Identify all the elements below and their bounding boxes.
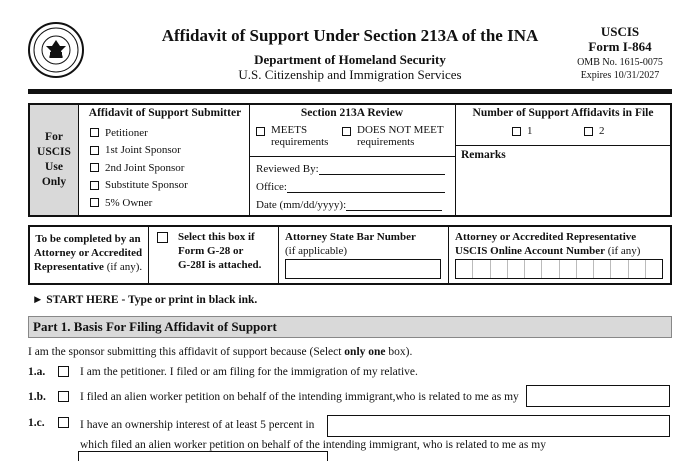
- checkbox[interactable]: [90, 198, 99, 207]
- department-name: Department of Homeland Security: [254, 52, 446, 67]
- submitter-option-petitioner[interactable]: Petitioner: [90, 124, 188, 142]
- omb-number: OMB No. 1615-0075: [577, 57, 663, 68]
- form-id-block: [560, 24, 680, 54]
- column-divider: [455, 105, 456, 215]
- row-divider: [455, 145, 670, 146]
- form-number: Form I-864: [588, 39, 652, 54]
- submitter-heading: Affidavit of Support Submitter: [88, 107, 242, 119]
- checkbox[interactable]: [342, 127, 351, 136]
- option-1c-checkbox[interactable]: [58, 417, 69, 428]
- dhs-seal-icon: [28, 22, 84, 78]
- item-number: 1.a.: [28, 366, 46, 378]
- office-field[interactable]: Office:: [256, 181, 445, 193]
- option-1c-text: I have an ownership interest of at least 5 percent in: [80, 419, 315, 431]
- submitter-option-2nd-joint[interactable]: 2nd Joint Sponsor: [90, 159, 188, 177]
- checkbox[interactable]: [584, 127, 593, 136]
- row-divider: [249, 156, 455, 157]
- form-title: Affidavit of Support Under Section 213A of the INA: [161, 26, 539, 45]
- meets-option[interactable]: MEETS requirements: [256, 124, 328, 148]
- submitter-option-5-percent[interactable]: 5% Owner: [90, 194, 188, 212]
- start-here-instruction: ► START HERE - Type or print in black ink.: [32, 294, 258, 306]
- option-1b-text: I filed an alien worker petition on behalf of the intending immigrant,who is related to me as my: [80, 391, 519, 403]
- agency-label: USCIS: [600, 24, 640, 39]
- expiration-date: Expires 10/31/2027: [580, 70, 660, 81]
- bar-number-label: Attorney State Bar Number (if applicable): [285, 231, 416, 257]
- checkbox[interactable]: [256, 127, 265, 136]
- item-number: 1.c.: [28, 417, 45, 429]
- g28-attached-checkbox[interactable]: [157, 232, 168, 243]
- online-account-label: Attorney or Accredited Representative USCIS Online Account Number (if any): [455, 231, 641, 257]
- checkbox[interactable]: [90, 163, 99, 172]
- checkbox[interactable]: [90, 128, 99, 137]
- column-divider: [278, 227, 279, 283]
- g28-label: Select this box if Form G-28 or G-28I is attached.: [178, 231, 262, 271]
- column-divider: [448, 227, 449, 283]
- part1-intro: I am the sponsor submitting this affidavit of support because (Select only one box).: [28, 346, 413, 358]
- checkbox[interactable]: [90, 181, 99, 190]
- option-1c-continuation: which filed an alien worker petition on behalf of the intending immigrant, who is related to me as my: [80, 439, 546, 451]
- submitter-options: [90, 124, 188, 212]
- company-name-input[interactable]: [327, 415, 670, 437]
- bar-number-input[interactable]: [285, 259, 441, 279]
- option-1a-text: I am the petitioner. I filed or am filing for the immigration of my relative.: [80, 366, 418, 378]
- review-heading: Section 213A Review: [300, 107, 404, 119]
- affidavit-count-2[interactable]: 2: [584, 125, 605, 137]
- option-1b-checkbox[interactable]: [58, 391, 69, 402]
- relationship-input-1b[interactable]: [526, 385, 670, 407]
- service-name: U.S. Citizenship and Immigration Services: [238, 67, 462, 82]
- checkbox[interactable]: [90, 146, 99, 155]
- reviewed-by-field[interactable]: Reviewed By:: [256, 163, 445, 175]
- submitter-option-1st-joint[interactable]: 1st Joint Sponsor: [90, 142, 188, 160]
- does-not-meet-option[interactable]: DOES NOT MEET requirements: [342, 124, 444, 148]
- column-divider: [148, 227, 149, 283]
- remarks-label: Remarks: [461, 149, 506, 161]
- checkbox[interactable]: [512, 127, 521, 136]
- part1-heading: Part 1. Basis For Filing Affidavit of Support: [28, 316, 672, 338]
- omb-block: [560, 56, 680, 82]
- for-uscis-use-only-label: For USCIS Use Only: [30, 105, 79, 215]
- affidavits-count-heading: Number of Support Affidavits in File: [472, 107, 654, 119]
- relationship-input-1c[interactable]: [78, 451, 328, 461]
- attorney-completion-note: To be completed by an Attorney or Accredited Representative (if any).: [33, 233, 143, 273]
- submitter-option-substitute[interactable]: Substitute Sponsor: [90, 177, 188, 195]
- review-date-field[interactable]: Date (mm/dd/yyyy):: [256, 199, 442, 211]
- affidavit-count-1[interactable]: 1: [512, 125, 533, 137]
- online-account-number-input[interactable]: [455, 259, 663, 279]
- header-rule: [28, 89, 672, 94]
- item-number: 1.b.: [28, 391, 46, 403]
- option-1a-checkbox[interactable]: [58, 366, 69, 377]
- column-divider: [249, 105, 250, 215]
